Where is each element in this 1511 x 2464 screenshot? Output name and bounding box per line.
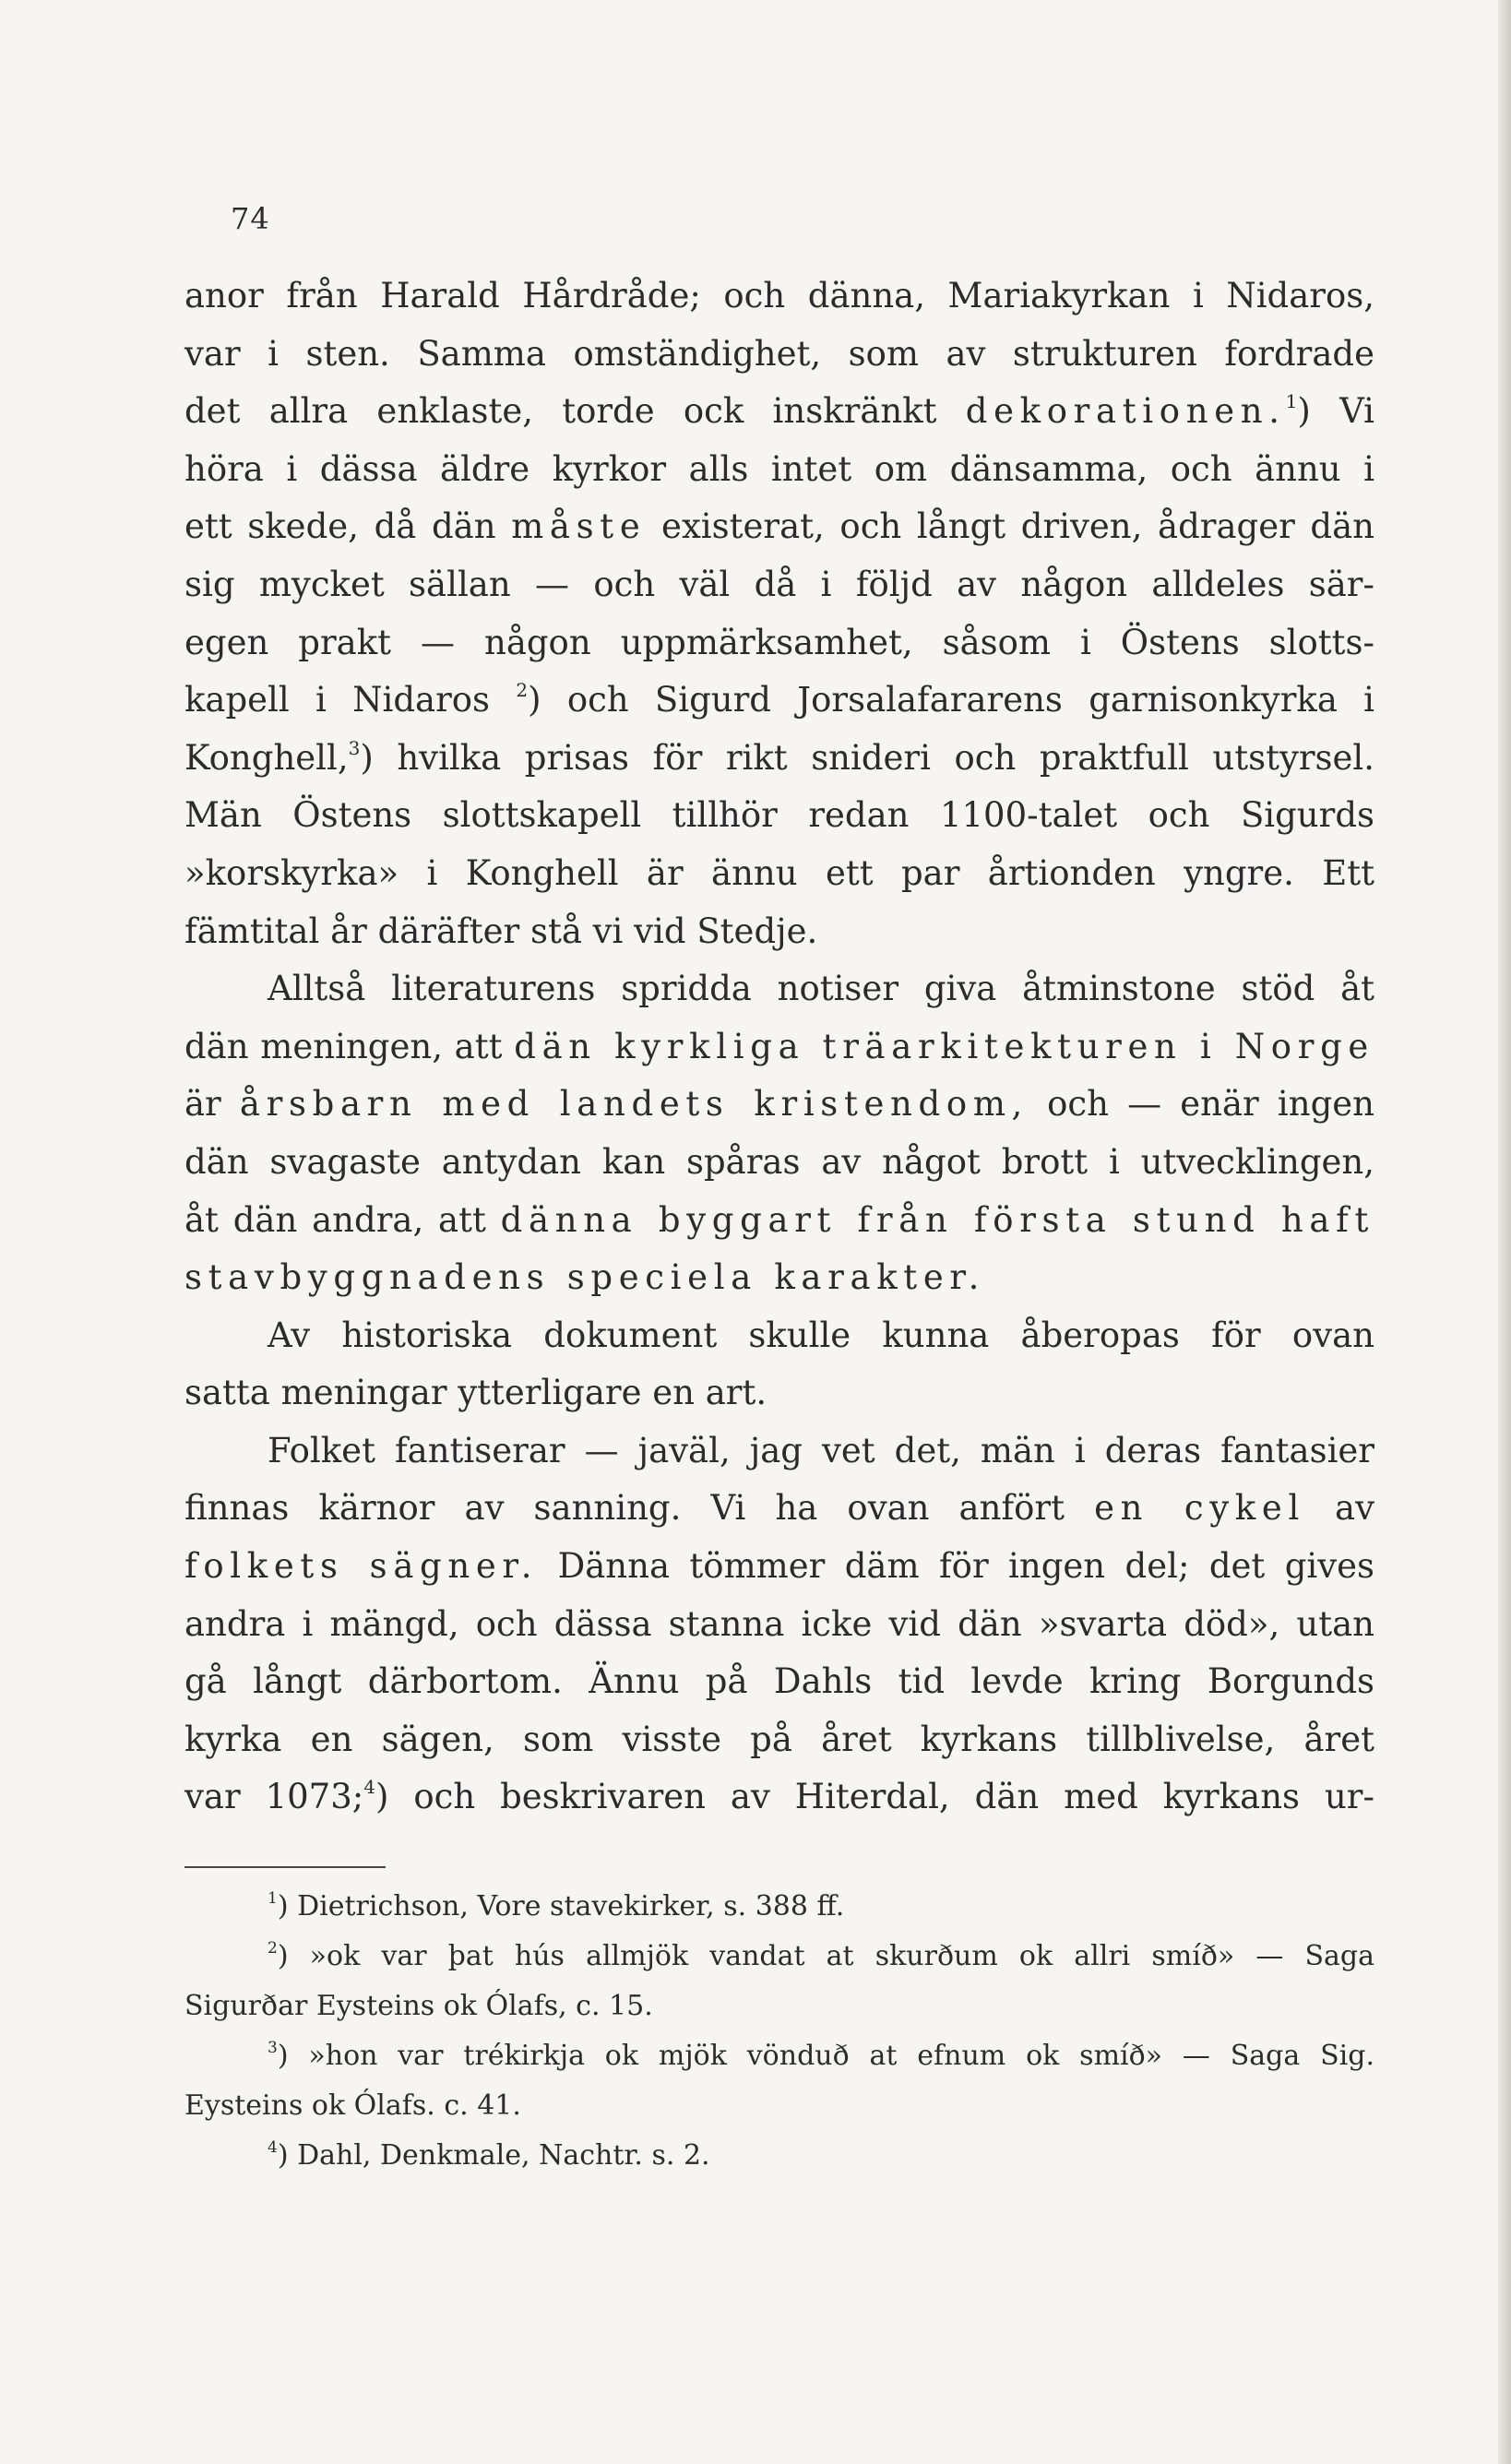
footnote-mark: 1 (268, 1889, 278, 1908)
spaced-text: måste (511, 506, 647, 547)
body-line: folkets sägner. Dänna tömmer däm för ingen del; det gives (184, 1546, 1374, 1587)
body-line: Folket fantiserar — javäl, jag vet det, män i deras fantasier (268, 1430, 1374, 1470)
body-line: dän meningen, att dän kyrkliga träarkitekturen i Norge (184, 1026, 1374, 1066)
body-line: anor från Harald Hårdråde; och dänna, Mariakyrkan i Nidaros, (184, 276, 1374, 315)
body-line: dän svagaste antydan kan spåras av något brott i utvecklingen, (184, 1141, 1374, 1182)
spaced-text: dän kyrkliga träarkitekturen i Norge (514, 1026, 1374, 1066)
spaced-text: dänna byggart från första stund haft (500, 1199, 1374, 1240)
body-line: var i sten. Samma omständighet, som av strukturen fordrade (184, 333, 1374, 374)
body-line: ett skede, då dän måste existerat, och långt driven, ådrager dän (184, 506, 1375, 547)
footnote-mark: 3 (268, 2039, 278, 2057)
page-number: 74 (231, 201, 270, 236)
footnote-continuation: Sigurðar Eysteins ok Ólafs, c. 15. (184, 1990, 653, 2022)
body-line: kyrka en sägen, som visste på året kyrkans tillblivelse, året (184, 1719, 1374, 1759)
body-line: gå långt därbortom. Ännu på Dahls tid levde kring Borgunds (184, 1661, 1374, 1702)
footnote-ref: 4 (363, 1776, 375, 1799)
footnote-ref: 3 (348, 736, 361, 759)
footnote: $^2$) »ok var þat hús allmjök vandat at skurðum ok allri smíð» — Saga (268, 1939, 1374, 1972)
footnote-mark: 2 (268, 1939, 278, 1958)
footnote: $^1$) Dietrichson, Vore stavekirker, s. 388 ff. (268, 1889, 845, 1922)
body-line: sig mycket sällan — och väl då i följd av någon alldeles sär- (184, 564, 1374, 604)
body-text (184, 268, 1374, 1827)
footnote-ref: 1 (1285, 390, 1298, 413)
body-line: höra i dässa äldre kyrkor alls intet om dänsamma, och ännu i (184, 448, 1374, 489)
body-line: »korskyrka» i Konghell är ännu ett par årtionden yngre. Ett (184, 852, 1374, 893)
body-line: kapell i Nidaros $^2$) och Sigurd Jorsalafararens garnisonkyrka i (184, 679, 1374, 720)
body-line: var 1073;$^4$) och beskrivaren av Hiterdal, dän med kyrkans ur- (184, 1776, 1374, 1817)
footnote-divider (184, 1866, 386, 1868)
footnote: $^4$) Dahl, Denkmale, Nachtr. s. 2. (268, 2138, 710, 2172)
body-line: Av historiska dokument skulle kunna åberopas för ovan (268, 1315, 1374, 1355)
page-edge (1498, 0, 1511, 2464)
spaced-text: folkets sägner. (184, 1546, 539, 1587)
footnote-continuation: Eysteins ok Ólafs. c. 41. (184, 2089, 521, 2122)
spaced-text: en cykel (1094, 1488, 1305, 1529)
spaced-text: dekorationen. (965, 391, 1286, 432)
body-line: egen prakt — någon uppmärksamhet, såsom i Östens slotts- (184, 622, 1374, 662)
body-line: Män Östens slottskapell tillhör redan 1100-talet och Sigurds (184, 795, 1374, 836)
body-line: fämtital år däräfter stå vi vid Stedje. (184, 911, 818, 951)
body-line: Konghell,$^3$) hvilka prisas för rikt snideri och praktfull utstyrsel. (184, 736, 1375, 778)
body-line: det allra enklaste, torde ock inskränkt dekorationen.$^1$) Vi (184, 390, 1374, 432)
body-line: åt dän andra, att dänna byggart från första stund haft (184, 1199, 1374, 1240)
body-line: satta meningar ytterligare en art. (184, 1373, 767, 1413)
footnote-mark: 4 (268, 2138, 278, 2157)
body-line: andra i mängd, och dässa stanna icke vid dän »svarta död», utan (184, 1603, 1374, 1644)
body-line: är årsbarn med landets kristendom, och — enär ingen (184, 1084, 1374, 1125)
footnotes (184, 1882, 1374, 2181)
spaced-text: årsbarn med landets kristendom, (239, 1084, 1029, 1125)
footnote-ref: 2 (516, 679, 529, 702)
body-line: finnas kärnor av sanning. Vi ha ovan anfört en cykel av (184, 1488, 1375, 1529)
body-line: Alltså literaturens spridda notiser giva åtminstone stöd åt (268, 969, 1374, 1009)
body-line: stavbyggnadens speciela karakter. (184, 1257, 986, 1298)
footnote: $^3$) »hon var trékirkja ok mjök vönduð at efnum ok smíð» — Saga Sig. (268, 2039, 1374, 2072)
